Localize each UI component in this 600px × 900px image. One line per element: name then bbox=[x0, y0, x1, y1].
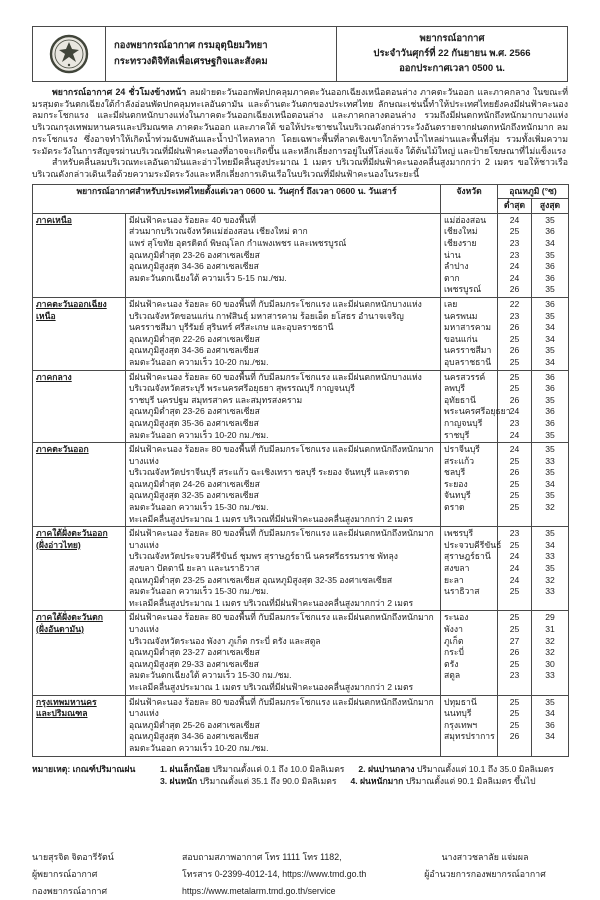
region-row bbox=[33, 695, 569, 756]
province-name: กาญจนบุรี bbox=[444, 417, 483, 428]
temp-min-value: 24 bbox=[509, 272, 520, 283]
province-name: เพชรบุรี bbox=[444, 528, 474, 539]
notes-body bbox=[160, 763, 568, 788]
forecast-line: บริเวณจังหวัดปราจีนบุรี สระแก้ว ฉะเชิงเทรา ชลบุรี ระยอง จันทบุรี และตราด bbox=[129, 467, 410, 478]
forecast-line: บริเวณจังหวัดระนอง พังงา ภูเก็ต กระบี่ ตรัง และสตูล bbox=[129, 635, 321, 646]
forecast-line: อุณหภูมิต่ำสุด 24-26 องศาเซลเซียส bbox=[129, 478, 260, 489]
forecast-line: บริเวณจังหวัดขอนแก่น กาฬสินธุ์ มหาสารคาม ร้อยเอ็ด ยโสธร อำนาจเจริญ bbox=[129, 310, 404, 321]
province-name: พระนครศรีอยุธยา bbox=[444, 406, 511, 417]
table-header-temp: อุณหภูมิ (°ซ) bbox=[498, 184, 569, 199]
temp-min-value: 24 bbox=[509, 406, 520, 417]
rain-criteria-desc: ปริมาณตั้งแต่ 0.1 ถึง 10.0 มิลลิเมตร bbox=[209, 763, 345, 774]
temp-max-value: 35 bbox=[545, 429, 555, 440]
summary-paragraph-2: สำหรับคลื่นลมบริเวณทะเลอันดามันและอ่าวไทยมีคลื่นสูงประมาณ 1 เมตร บริเวณที่มีฝนฟ้าคะนองคลื่นสูงมากกว่า 2 เมตร ขอให้ชาวเรือบริเวณดังกล่าวเดินเรือด้วยความระมัดระวังและหลีกเลี่ยงการเดินเรือในบริเวณที่มีฝนฟ้าคะนองในระยะนี้ bbox=[32, 157, 568, 179]
temp-min-value: 24 bbox=[509, 429, 520, 440]
temp-min-value: 26 bbox=[509, 647, 520, 658]
forecast-line: ลมตะวันออก ความเร็ว 10-20 กม./ชม. bbox=[129, 429, 269, 440]
forecast-line: ทะเลมีคลื่นสูงประมาณ 1 เมตร บริเวณที่มีฝนฟ้าคะนองคลื่นสูงมากกว่า 2 เมตร bbox=[129, 513, 414, 524]
director-line: ผู้อำนวยการกองพยากรณ์อากาศ bbox=[424, 869, 546, 880]
forecaster-line: นายสุรจิต จิตอารีรัตน์ bbox=[32, 852, 114, 863]
province-name: ลพบุรี bbox=[444, 383, 466, 394]
province-name: สตูล bbox=[444, 670, 461, 681]
province-name: ปทุมธานี bbox=[444, 696, 477, 707]
temp-max-value: 35 bbox=[545, 444, 555, 455]
region-name-cell bbox=[33, 370, 126, 443]
forecast-line: บริเวณจังหวัดสระบุรี พระนครศรีอยุธยา สุพรรณบุรี กาญจนบุรี bbox=[129, 383, 355, 394]
forecast-line: อุณหภูมิต่ำสุด 23-26 องศาเซลเซียส bbox=[129, 406, 260, 417]
notes-label: หมายเหตุ: เกณฑ์ปริมาณฝน bbox=[32, 763, 136, 774]
director-line: นางสาวชลาลัย แจ่มผล bbox=[441, 852, 529, 863]
province-name: เชียงราย bbox=[444, 238, 477, 248]
forecast-line: มีฝนฟ้าคะนอง ร้อยละ 40 ของพื้นที่ bbox=[129, 214, 256, 225]
region-forecast-cell bbox=[126, 611, 441, 695]
temp-max-value: 31 bbox=[545, 624, 555, 634]
province-name: อุทัยธานี bbox=[444, 394, 476, 405]
forecast-line: แพร่ สุโขทัย อุตรดิตถ์ พิษณุโลก กำแพงเพชร และเพชรบูรณ์ bbox=[129, 238, 347, 248]
temp-max-value: 32 bbox=[545, 647, 555, 658]
forecast-table-body bbox=[33, 213, 569, 756]
region-forecast-cell bbox=[126, 213, 441, 297]
forecast-line: ทะเลมีคลื่นสูงประมาณ 1 เมตร บริเวณที่มีฝนฟ้าคะนองคลื่นสูงมากกว่า 2 เมตร bbox=[129, 597, 414, 608]
temp-min-value: 22 bbox=[509, 298, 520, 309]
temp-max-value: 36 bbox=[545, 261, 555, 272]
province-name: ยะลา bbox=[444, 574, 464, 585]
forecast-line: มีฝนฟ้าคะนอง ร้อยละ 80 ของพื้นที่ กับมีลมกระโชกแรง และมีฝนตกหนักถึงหนักมากบางแห่ง bbox=[129, 444, 434, 466]
province-name: ภูเก็ต bbox=[444, 635, 464, 646]
region-name: ภาคใต้ฝั่งตะวันตก bbox=[36, 612, 103, 623]
temp-max-value: 33 bbox=[545, 586, 555, 597]
temp-min-cell bbox=[498, 611, 532, 695]
province-list-cell bbox=[441, 527, 502, 611]
tmd-department-seal-icon bbox=[49, 34, 89, 74]
rainfall-criteria-notes bbox=[32, 763, 568, 788]
temp-min-value: 26 bbox=[509, 394, 520, 405]
temp-min-value: 25 bbox=[509, 539, 520, 550]
region-forecast-cell bbox=[126, 370, 441, 443]
province-name: ขอนแก่น bbox=[444, 333, 478, 344]
org-name-cell bbox=[106, 27, 337, 81]
region-row bbox=[33, 443, 569, 527]
rain-criteria-desc: ปริมาณตั้งแต่ 90.1 มิลลิเมตร ขึ้นไป bbox=[403, 775, 536, 786]
org-name-line2: กระทรวงดิจิทัลเพื่อเศรษฐกิจและสังคม bbox=[114, 56, 268, 67]
region-name: (ฝั่งอันดามัน) bbox=[36, 624, 84, 634]
forecast-line: ลมตะวันตกเฉียงใต้ ความเร็ว 5-15 กม./ชม. bbox=[129, 272, 287, 283]
temp-max-value: 32 bbox=[545, 502, 555, 513]
forecaster-line: กองพยากรณ์อากาศ bbox=[32, 886, 108, 897]
temp-max-value: 36 bbox=[545, 719, 555, 730]
region-name: ภาคตะวันออก bbox=[36, 444, 89, 455]
table-header-temp-max: สูงสุด bbox=[532, 199, 569, 214]
temp-max-cell bbox=[532, 443, 569, 527]
contact-info-block bbox=[182, 849, 402, 900]
bulletin-title: พยากรณ์อากาศ bbox=[419, 33, 485, 44]
temp-max-value: 33 bbox=[545, 551, 555, 562]
bulletin-issue-time: ออกประกาศเวลา 0500 น. bbox=[399, 63, 505, 74]
forecast-line: ลมตะวันออก ความเร็ว 10-20 กม./ชม. bbox=[129, 356, 269, 367]
table-header-forecast: พยากรณ์อากาศสำหรับประเทศไทยตั้งแต่เวลา 0600 น. วันศุกร์ ถึงเวลา 0600 น. วันเสาร์ bbox=[33, 184, 441, 213]
temp-max-value: 36 bbox=[545, 226, 555, 237]
temp-max-value: 34 bbox=[545, 356, 555, 367]
forecast-line: อุณหภูมิสูงสุด 34-36 องศาเซลเซียส bbox=[129, 731, 259, 742]
province-list-cell bbox=[441, 611, 498, 695]
temp-min-value: 25 bbox=[509, 624, 520, 634]
temp-max-value: 35 bbox=[545, 394, 555, 405]
temp-max-value: 35 bbox=[545, 490, 555, 501]
temp-max-value: 29 bbox=[545, 612, 555, 623]
org-name-line1: กองพยากรณ์อากาศ กรมอุตุนิยมวิทยา bbox=[114, 40, 268, 51]
temp-max-value: 35 bbox=[545, 467, 555, 478]
table-header-province: จังหวัด bbox=[441, 184, 498, 213]
temp-max-value: 32 bbox=[545, 574, 555, 585]
temp-max-value: 35 bbox=[545, 284, 555, 295]
forecast-line: ลมตะวันออก ความเร็ว 15-30 กม./ชม. bbox=[129, 586, 269, 597]
forecast-line: อุณหภูมิสูงสุด 32-35 องศาเซลเซียส bbox=[129, 490, 259, 501]
temp-min-value: 25 bbox=[509, 226, 520, 237]
province-name: กรุงเทพฯ bbox=[444, 719, 478, 730]
summary-lead: พยากรณ์อากาศ 24 ชั่วโมงข้างหน้า bbox=[52, 87, 187, 97]
temp-min-value: 25 bbox=[509, 719, 520, 730]
temp-min-value: 24 bbox=[509, 214, 520, 225]
forecaster-signature-block bbox=[32, 849, 182, 900]
temp-max-value: 35 bbox=[545, 249, 555, 260]
region-name: ภาคใต้ฝั่งตะวันออก bbox=[36, 528, 108, 539]
region-row bbox=[33, 213, 569, 297]
region-name-cell bbox=[33, 527, 126, 611]
region-name-cell bbox=[33, 213, 126, 297]
temp-min-value: 25 bbox=[509, 586, 520, 597]
bulletin-date: ประจำวันศุกร์ที่ 22 กันยายน พ.ศ. 2566 bbox=[373, 48, 531, 59]
temp-min-value: 23 bbox=[509, 249, 520, 260]
province-name: แม่ฮ่องสอน bbox=[444, 214, 487, 225]
temp-min-value: 24 bbox=[509, 551, 520, 562]
province-name: ชลบุรี bbox=[444, 467, 466, 478]
rain-criteria-name: 1. ฝนเล็กน้อย bbox=[160, 763, 210, 774]
rain-criteria-name: 4. ฝนหนักมาก bbox=[350, 775, 404, 786]
province-name: นครพนม bbox=[444, 310, 478, 321]
region-forecast-cell bbox=[126, 527, 441, 611]
province-name: ประจวบคีรีขันธ์ bbox=[444, 539, 502, 550]
region-name-cell bbox=[33, 611, 126, 695]
director-signature-block bbox=[402, 849, 568, 900]
forecaster-line: ผู้พยากรณ์อากาศ bbox=[32, 869, 98, 880]
notes-line bbox=[160, 763, 568, 775]
province-name: จันทบุรี bbox=[444, 490, 471, 501]
province-name: พังงา bbox=[444, 624, 463, 634]
forecast-line: อุณหภูมิต่ำสุด 25-26 องศาเซลเซียส bbox=[129, 719, 260, 730]
document-header bbox=[32, 26, 568, 82]
forecast-line: สงขลา ปัตตานี ยะลา และนราธิวาส bbox=[129, 563, 260, 574]
temp-min-value: 24 bbox=[509, 261, 520, 272]
temp-min-value: 23 bbox=[509, 528, 520, 539]
region-forecast-cell bbox=[126, 297, 441, 370]
province-name: ระนอง bbox=[444, 612, 469, 623]
forecast-line: อุณหภูมิสูงสุด 34-36 องศาเซลเซียส bbox=[129, 345, 259, 356]
temp-max-value: 36 bbox=[545, 406, 555, 417]
temp-max-cell bbox=[532, 213, 569, 297]
temp-max-value: 33 bbox=[545, 670, 555, 681]
province-name: ตาก bbox=[444, 272, 460, 283]
forecast-line: มีฝนฟ้าคะนอง ร้อยละ 60 ของพื้นที่ กับมีลมกระโชกแรง และมีฝนตกหนักบางแห่ง bbox=[129, 298, 422, 309]
temp-min-value: 26 bbox=[509, 284, 520, 295]
temp-max-value: 34 bbox=[545, 322, 555, 333]
temp-min-value: 26 bbox=[509, 345, 520, 356]
temp-max-value: 35 bbox=[545, 696, 555, 707]
province-name: สระแก้ว bbox=[444, 455, 475, 466]
province-name: เชียงใหม่ bbox=[444, 226, 478, 237]
province-name: ลำปาง bbox=[444, 261, 469, 272]
region-name-cell bbox=[33, 443, 126, 527]
region-name-cell bbox=[33, 297, 126, 370]
province-list-cell bbox=[441, 213, 498, 297]
temp-max-cell bbox=[532, 695, 569, 756]
contact-line: สอบถามสภาพอากาศ โทร 1111 โทร 1182, bbox=[182, 852, 342, 863]
province-name: สมุทรปราการ bbox=[444, 731, 495, 742]
notes-line bbox=[160, 775, 568, 787]
province-list-cell bbox=[441, 695, 498, 756]
temp-max-value: 35 bbox=[545, 528, 555, 539]
region-name: กรุงเทพมหานคร bbox=[36, 696, 97, 707]
region-name-cell bbox=[33, 695, 126, 756]
province-name: มหาสารคาม bbox=[444, 322, 492, 333]
forecast-line: มีฝนฟ้าคะนอง ร้อยละ 80 ของพื้นที่ กับมีลมกระโชกแรง และมีฝนตกหนักถึงหนักมากบางแห่ง bbox=[129, 696, 434, 719]
forecast-line: อุณหภูมิต่ำสุด 23-26 องศาเซลเซียส bbox=[129, 249, 260, 260]
temp-min-value: 25 bbox=[509, 371, 520, 382]
province-name: นนทบุรี bbox=[444, 708, 472, 719]
temp-min-value: 23 bbox=[509, 670, 520, 681]
temp-min-value: 24 bbox=[509, 574, 520, 585]
temp-min-value: 27 bbox=[509, 635, 520, 646]
forecast-line: ราชบุรี นครปฐม สมุทรสาคร และสมุทรสงคราม bbox=[129, 394, 303, 405]
temp-min-cell bbox=[498, 213, 532, 297]
forecast-line: ลมตะวันตกเฉียงใต้ ความเร็ว 15-30 กม./ชม. bbox=[129, 670, 292, 681]
temp-min-value: 25 bbox=[509, 502, 520, 513]
forecast-line: อุณหภูมิต่ำสุด 22-26 องศาเซลเซียส bbox=[129, 333, 260, 344]
province-name: สงขลา bbox=[444, 563, 470, 574]
province-name: ตรัง bbox=[444, 658, 459, 669]
temp-min-value: 23 bbox=[509, 238, 520, 248]
temp-max-value: 36 bbox=[545, 298, 555, 309]
province-name: ราชบุรี bbox=[444, 429, 470, 440]
province-name: เพชรบูรณ์ bbox=[444, 284, 482, 295]
temp-max-cell bbox=[532, 611, 569, 695]
province-name: ปราจีนบุรี bbox=[444, 444, 480, 455]
temp-max-value: 34 bbox=[545, 478, 555, 489]
forecast-line: มีฝนฟ้าคะนอง ร้อยละ 80 ของพื้นที่ กับมีลมกระโชกแรง และมีฝนตกหนักถึงหนักมากบางแห่ง bbox=[129, 612, 434, 634]
temp-min-value: 23 bbox=[509, 310, 520, 321]
rain-criteria-name: 2. ฝนปานกลาง bbox=[358, 763, 415, 774]
temp-min-value: 23 bbox=[509, 417, 520, 428]
temp-max-value: 36 bbox=[545, 371, 555, 382]
temp-min-value: 25 bbox=[509, 658, 520, 669]
temp-min-value: 25 bbox=[509, 356, 520, 367]
region-forecast-cell bbox=[126, 443, 441, 527]
temp-min-value: 25 bbox=[509, 490, 520, 501]
province-list-cell bbox=[441, 370, 511, 443]
temp-max-cell bbox=[532, 370, 569, 443]
temp-min-value: 25 bbox=[509, 383, 520, 394]
temp-min-cell bbox=[498, 527, 532, 611]
region-name: ภาคตะวันออกเฉียงเหนือ bbox=[36, 298, 107, 321]
region-row bbox=[33, 611, 569, 695]
temp-max-value: 34 bbox=[545, 333, 555, 344]
forecast-line: อุณหภูมิต่ำสุด 23-27 องศาเซลเซียส bbox=[129, 647, 260, 658]
contact-line: https://www.metalarm.tmd.go.th/service bbox=[182, 886, 336, 897]
temp-max-value: 34 bbox=[545, 731, 555, 742]
forecast-line: อุณหภูมิสูงสุด 34-36 องศาเซลเซียส bbox=[129, 261, 259, 272]
region-row bbox=[33, 297, 569, 370]
temp-min-value: 25 bbox=[509, 455, 520, 466]
region-name: (ฝั่งอ่าวไทย) bbox=[36, 539, 81, 550]
region-row bbox=[33, 370, 569, 443]
temp-max-value: 33 bbox=[545, 455, 555, 466]
forecast-summary bbox=[32, 87, 568, 181]
rain-criteria-desc: ปริมาณตั้งแต่ 10.1 ถึง 35.0 มิลลิเมตร bbox=[414, 763, 554, 774]
summary-paragraph-1 bbox=[32, 87, 568, 157]
temp-max-value: 35 bbox=[545, 214, 555, 225]
forecast-line: ส่วนมากบริเวณจังหวัดแม่ฮ่องสอน เชียงใหม่ ตาก bbox=[129, 226, 308, 237]
temp-max-value: 30 bbox=[545, 658, 555, 669]
temp-min-value: 24 bbox=[509, 444, 520, 455]
temp-max-value: 34 bbox=[545, 238, 555, 248]
temp-min-value: 25 bbox=[509, 696, 520, 707]
forecast-line: อุณหภูมิต่ำสุด 23-25 องศาเซลเซียส อุณหภูมิสูงสุด 32-35 องศาเซลเซียส bbox=[129, 574, 393, 585]
forecast-line: อุณหภูมิสูงสุด 35-36 องศาเซลเซียส bbox=[129, 417, 259, 428]
region-forecast-cell bbox=[126, 695, 441, 756]
bulletin-title-cell bbox=[337, 27, 567, 81]
temp-min-value: 26 bbox=[509, 467, 520, 478]
contact-line: โทรสาร 0-2399-4012-14, https://www.tmd.go.th bbox=[182, 869, 367, 880]
province-list-cell bbox=[441, 297, 498, 370]
temp-max-cell bbox=[532, 297, 569, 370]
temp-min-value: 26 bbox=[509, 322, 520, 333]
forecast-line: มีฝนฟ้าคะนอง ร้อยละ 80 ของพื้นที่ กับมีลมกระโชกแรง และมีฝนตกหนักถึงหนักมากบางแห่ง bbox=[129, 528, 434, 550]
temp-min-cell bbox=[498, 695, 532, 756]
region-name: ภาคเหนือ bbox=[36, 214, 72, 225]
temp-min-value: 25 bbox=[509, 478, 520, 489]
forecast-table bbox=[32, 184, 569, 757]
table-header-temp-min: ต่ำสุด bbox=[498, 199, 532, 214]
province-list-cell bbox=[441, 443, 498, 527]
forecast-line: ลมตะวันออก ความเร็ว 10-20 กม./ชม. bbox=[129, 742, 269, 753]
province-name: นราธิวาส bbox=[444, 586, 480, 597]
temp-max-value: 36 bbox=[545, 272, 555, 283]
temp-min-value: 25 bbox=[509, 333, 520, 344]
temp-max-value: 35 bbox=[545, 563, 555, 574]
temp-min-value: 25 bbox=[509, 612, 520, 623]
temp-max-cell bbox=[532, 527, 569, 611]
temp-min-value: 24 bbox=[509, 563, 520, 574]
forecast-line: มีฝนฟ้าคะนอง ร้อยละ 60 ของพื้นที่ กับมีลมกระโชกแรง และมีฝนตกหนักบางแห่ง bbox=[129, 371, 422, 382]
province-name: ระยอง bbox=[444, 478, 468, 489]
logo-cell bbox=[33, 27, 106, 81]
document-footer bbox=[32, 849, 568, 900]
province-name: เลย bbox=[444, 298, 458, 309]
province-name: สุราษฎร์ธานี bbox=[444, 551, 491, 562]
temp-min-value: 26 bbox=[509, 731, 520, 742]
province-name: นครราชสีมา bbox=[444, 345, 492, 356]
temp-max-value: 36 bbox=[545, 417, 555, 428]
temp-min-value: 25 bbox=[509, 708, 520, 719]
temp-max-value: 34 bbox=[545, 539, 555, 550]
summary-body: ลมฝ่ายตะวันออกพัดปกคลุมภาคตะวันออกเฉียงเหนือตอนล่าง ภาคตะวันออก และภาคกลาง ในขณะที่มรสุมตะวันตกเฉียงใต้กำลังอ่อนพัดปกคลุมทะเลอันดามัน และด้านตะวันตกของประเทศไทย ลักษณะเช่นนี้ทำให้ประเทศไทยยังคงมีฝนฟ้าคะนอง ลมกระโชกแรง และมีฝนตกหนักบางแห่งในภาคตะวันออกเฉียงเหนือตอนล่าง และภาคกลางตอนล่าง รวมถึงมีฝนตกหนักถึงหนักมากบางแห่งบริเวณกรุงเทพมหานครและปริมณฑล ภาคตะวันออก และภาคใต้ ขอให้ประชาชนในบริเวณดังกล่าวระวังอันตรายจากฝนตกหนักถึงหนักมาก ลมกระโชกแรง ซึ่งอาจทำให้เกิดน้ำท่วมฉับพลันและน้ำป่าไหลหลาก โดยเฉพาะพื้นที่ลาดเชิงเขาใกล้ทางน้ำไหลผ่านและพื้นที่ลุ่ม รวมทั้งเพิ่มความระมัดระวังในการสัญจรผ่านบริเวณที่มีฝนฟ้าคะนองที่อาจจะเกิดขึ้น และหลีกเลี่ยงการอยู่ในที่โล่งแจ้ง ใต้ต้นไม้ใหญ่ และป้ายโฆษณาที่ไม่แข็งแรง bbox=[32, 87, 568, 156]
temp-max-value: 32 bbox=[545, 635, 555, 646]
province-name: นครสวรรค์ bbox=[444, 371, 486, 382]
temp-max-value: 35 bbox=[545, 345, 555, 356]
forecast-line: นครราชสีมา บุรีรัมย์ สุรินทร์ ศรีสะเกษ และอุบลราชธานี bbox=[129, 322, 334, 333]
forecast-line: อุณหภูมิสูงสุด 29-33 องศาเซลเซียส bbox=[129, 658, 259, 669]
forecast-line: บริเวณจังหวัดประจวบคีรีขันธ์ ชุมพร สุราษฎร์ธานี นครศรีธรรมราช พัทลุง bbox=[129, 551, 398, 562]
region-name: ภาคกลาง bbox=[36, 371, 72, 382]
forecast-line: ทะเลมีคลื่นสูงประมาณ 1 เมตร บริเวณที่มีฝนฟ้าคะนองคลื่นสูงมากกว่า 2 เมตร bbox=[129, 681, 414, 692]
temp-max-value: 36 bbox=[545, 383, 555, 394]
region-row bbox=[33, 527, 569, 611]
rain-criteria-name: 3. ฝนหนัก bbox=[160, 775, 198, 786]
weather-bulletin-page bbox=[32, 0, 568, 900]
forecast-line: ลมตะวันออก ความเร็ว 15-30 กม./ชม. bbox=[129, 502, 269, 513]
rain-criteria-desc: ปริมาณตั้งแต่ 35.1 ถึง 90.0 มิลลิเมตร bbox=[197, 775, 337, 786]
temp-min-cell bbox=[498, 297, 532, 370]
province-name: อุบลราชธานี bbox=[444, 356, 492, 367]
province-name: ตราด bbox=[444, 502, 465, 513]
temp-max-value: 34 bbox=[545, 708, 555, 719]
temp-min-cell bbox=[498, 443, 532, 527]
province-name: น่าน bbox=[444, 249, 461, 260]
temp-max-value: 35 bbox=[545, 310, 555, 321]
region-name: และปริมณฑล bbox=[36, 708, 88, 719]
province-name: กระบี่ bbox=[444, 647, 464, 658]
